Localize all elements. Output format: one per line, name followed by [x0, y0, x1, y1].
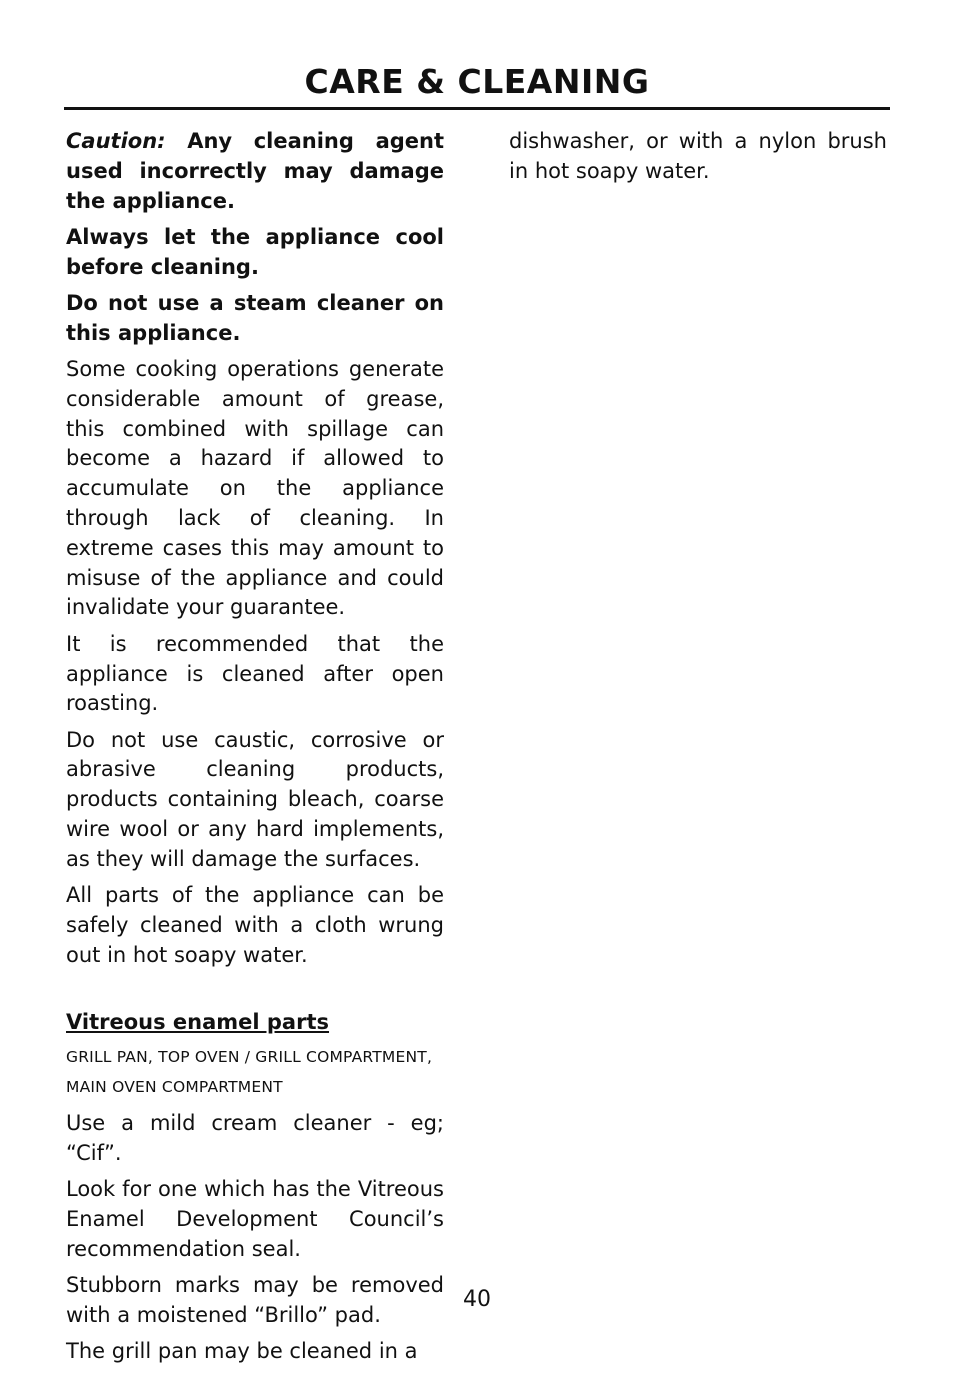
seal-paragraph: Look for one which has the Vitreous Enamel Development Council’s recommendation seal. [66, 1177, 444, 1261]
title-divider [64, 107, 890, 110]
left-column [66, 127, 444, 1373]
roasting-paragraph: It is recommended that the appliance is cleaned after open roasting. [66, 631, 444, 716]
cif-paragraph: Use a mild cream cleaner - eg; “Cif”. [66, 1110, 444, 1165]
grill-paragraph-start: The grill pan may be cleaned in a [66, 1338, 418, 1363]
page-title: CARE & CLEANING [304, 62, 650, 101]
grill-paragraph-end: dishwasher, or with a nylon brush in hot soapy water. [509, 129, 887, 183]
caution-label: Caution: [66, 129, 166, 153]
cloth-paragraph: All parts of the appliance can be safely cleaned with a cloth wrung out in hot soapy water. [66, 883, 444, 967]
caustic-paragraph: Do not use caustic, corrosive or abrasive cleaning products, products containing bleach, coarse wire wool or any hard implements, as they will damage the surfaces. [66, 727, 444, 871]
section-subtitle: GRILL PAN, TOP OVEN / GRILL COMPARTMENT, MAIN OVEN COMPARTMENT [66, 1048, 433, 1097]
right-column [509, 127, 887, 193]
grease-paragraph: Some cooking operations generate considerable amount of grease, this combined with spillage can become a hazard if allowed to accumulate on the appliance through lack of cleaning. In extreme cases this may amount to misuse of the appliance and could invalidate your guarantee. [66, 357, 444, 620]
steam-warning: Do not use a steam cleaner on this appliance. [66, 290, 444, 345]
caution-text: Any cleaning agent used incorrectly may damage the appliance. [66, 129, 444, 213]
page-number: 40 [463, 1287, 491, 1312]
section-heading: Vitreous enamel parts [66, 1009, 330, 1034]
brillo-paragraph: Stubborn marks may be removed with a moistened “Brillo” pad. [66, 1272, 444, 1327]
cool-warning: Always let the appliance cool before cleaning. [66, 224, 444, 279]
caution-paragraph [66, 127, 444, 216]
